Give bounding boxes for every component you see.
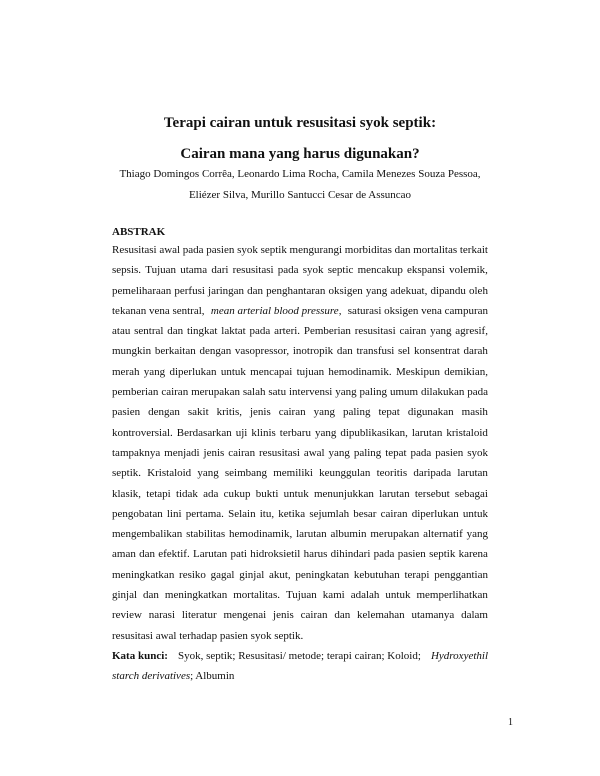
word: paling <box>353 446 382 459</box>
keywords-italic-cont: starch derivatives <box>112 670 191 683</box>
word: klinis <box>251 426 276 439</box>
abstract-line <box>112 544 488 564</box>
word: Pemberian <box>303 325 351 338</box>
abstract-line <box>112 382 488 402</box>
word: yang <box>143 365 166 378</box>
word: jaringan <box>208 284 245 297</box>
word: awal <box>303 446 325 459</box>
authors-line-1: Thiago Domingos Corrêa, Leonardo Lima Rocha, Camila Menezes Souza Pessoa, <box>119 168 481 180</box>
word: cairan <box>380 507 408 520</box>
word: sejumlah <box>309 507 350 520</box>
word: dihindari <box>330 548 371 561</box>
word: harus <box>303 548 328 561</box>
word: Tujuan <box>145 264 177 277</box>
word: merupakan <box>191 386 240 399</box>
word: sepsis. <box>112 264 142 277</box>
word: awal <box>159 244 181 256</box>
word: pemberian <box>112 386 159 399</box>
word: arteri. <box>274 325 301 338</box>
page-number: 1 <box>508 717 513 728</box>
word: lini <box>166 507 182 520</box>
word: resusitasi <box>232 264 274 277</box>
word: kritis, <box>216 406 242 419</box>
abstract-line <box>112 240 488 260</box>
word: meningkatkan <box>112 568 175 581</box>
abstract-line <box>112 281 488 301</box>
word: terkait <box>459 244 488 256</box>
word: pertama. <box>185 507 224 520</box>
word: dipublikasikan, <box>340 426 408 439</box>
word: yang <box>430 325 452 338</box>
word: syok <box>467 446 488 459</box>
word: larutan <box>411 426 443 439</box>
abstract-line <box>112 443 488 463</box>
word: agresif, <box>455 325 488 338</box>
word: volemik, <box>449 264 488 277</box>
abstract-text-segment: tekanan vena sentral, <box>112 304 205 317</box>
word: syok <box>302 264 324 277</box>
word: larutan <box>457 467 488 480</box>
word: dilakukan <box>420 386 465 399</box>
word: paling <box>359 386 388 399</box>
word: cukup <box>223 487 251 500</box>
word: kelemahan <box>357 609 405 622</box>
word: albumin <box>330 528 367 541</box>
word: dan <box>139 548 155 561</box>
word: dan <box>394 244 411 256</box>
word: darah <box>463 345 488 358</box>
word: sakit <box>187 406 209 419</box>
word: mortalitas. <box>233 589 280 602</box>
abstract-line <box>112 402 488 422</box>
word: narasi <box>148 609 176 622</box>
word: oksigen <box>328 284 363 297</box>
word: pati <box>230 548 247 561</box>
abstract-line <box>112 260 488 280</box>
word: Berdasarkan <box>176 426 232 439</box>
word: sebagai <box>454 487 488 500</box>
word: peningkatan <box>295 568 350 581</box>
abstract-line <box>112 605 488 625</box>
word: diperlukan <box>411 507 459 520</box>
word: tingkat <box>186 325 218 338</box>
word: mengurangi <box>289 244 343 256</box>
word: pasien <box>112 406 141 419</box>
abstract-line <box>112 463 488 483</box>
word: tidak <box>175 487 198 500</box>
word: mortalitas <box>413 244 458 256</box>
word: intervensi <box>288 386 333 399</box>
word: tepat <box>385 446 407 459</box>
word: utama <box>180 264 208 277</box>
word: hemodinamik. <box>328 365 392 378</box>
word: bukti <box>255 487 279 500</box>
abstract-line <box>112 565 488 585</box>
word: Larutan <box>192 548 228 561</box>
word: ada <box>203 487 219 500</box>
word: besar <box>353 507 377 520</box>
word: masih <box>461 406 488 419</box>
word: demikian, <box>444 365 488 378</box>
word: kristaloid <box>446 426 488 439</box>
word: untuk <box>462 507 488 520</box>
word: dan <box>334 609 351 622</box>
word: ginjal <box>239 568 265 581</box>
word: pengobatan <box>112 507 163 520</box>
abstract-italic-term: mean arterial blood pressure, <box>210 304 342 317</box>
word: syok <box>237 244 258 256</box>
abstract-line <box>112 484 488 504</box>
word: Resusitasi <box>112 244 157 256</box>
abstract-heading: ABSTRAK <box>112 226 166 238</box>
word: daripada <box>413 467 452 480</box>
keywords-line <box>112 646 488 666</box>
word: cairan <box>161 386 189 399</box>
word: resusitasi <box>354 325 396 338</box>
word: itu, <box>259 507 275 520</box>
word: dan <box>167 325 184 338</box>
keywords-italic: Hydroxyethil <box>430 649 488 662</box>
word: dengan <box>148 406 180 419</box>
word: tetapi <box>146 487 171 500</box>
word: tampaknya <box>112 446 161 459</box>
word: kami <box>322 589 345 602</box>
word: yang <box>335 386 357 399</box>
abstract-line <box>112 341 488 361</box>
word: cairan <box>278 406 306 419</box>
word: untuk <box>385 589 411 602</box>
title-line-2: Cairan mana yang harus digunakan? <box>180 146 420 162</box>
abstract-line <box>112 504 488 524</box>
keywords-label: Kata kunci: <box>112 649 168 662</box>
word: sentral <box>134 325 164 338</box>
word: mengenai <box>223 609 267 622</box>
word: pada <box>410 446 432 459</box>
abstract-line <box>112 585 488 605</box>
word: Meskipun <box>395 365 440 378</box>
abstract-body <box>112 240 488 687</box>
word: dengan <box>199 345 232 358</box>
word: merah <box>112 365 140 378</box>
word: mencapai <box>250 365 293 378</box>
word: dalam <box>461 609 488 622</box>
word: teoritis <box>376 467 408 480</box>
word: adalah <box>350 589 380 602</box>
word: dan <box>336 345 353 358</box>
word: Tujuan <box>285 589 317 602</box>
word: literatur <box>181 609 217 622</box>
word: hidroksietil <box>250 548 301 561</box>
word: larutan <box>379 487 410 500</box>
word: penggantian <box>434 568 488 581</box>
abstract-line-last: resusitasi awal terhadap pasien syok septik. <box>112 629 304 642</box>
word: yang <box>365 284 388 297</box>
word: pasien <box>206 244 235 256</box>
word: pada <box>467 386 488 399</box>
word: Kristaloid <box>147 467 192 480</box>
word: untuk <box>283 487 309 500</box>
word: kontroversial. <box>112 426 173 439</box>
abstract-line <box>112 423 488 443</box>
word: ekspansi <box>407 264 445 277</box>
word: sel <box>398 345 411 358</box>
word: salah <box>242 386 266 399</box>
word: aman <box>112 548 136 561</box>
word: cairan <box>300 609 328 622</box>
word: pemeliharaan <box>112 284 172 297</box>
word: yang <box>313 406 335 419</box>
word: seimbang <box>224 467 268 480</box>
word: berkaitan <box>154 345 196 358</box>
word: ginjal <box>112 589 138 602</box>
word: memiliki <box>273 467 313 480</box>
word: perfusi <box>174 284 205 297</box>
abstract-line <box>112 321 488 341</box>
word: tujuan <box>296 365 325 378</box>
word: pada <box>373 548 395 561</box>
word: morbiditas <box>344 244 392 256</box>
word: terapi <box>404 568 430 581</box>
word: laktat <box>221 325 246 338</box>
word: mencakup <box>357 264 403 277</box>
word: mungkin <box>112 345 152 358</box>
word: utamanya <box>411 609 455 622</box>
word: diperlukan <box>169 365 217 378</box>
word: resiko <box>179 568 206 581</box>
word: mengembalikan <box>112 528 183 541</box>
word: meningkatkan <box>164 589 228 602</box>
word: kebutuhan <box>353 568 400 581</box>
word: karena <box>458 548 488 561</box>
word: pasien <box>397 548 426 561</box>
word: yang <box>197 467 219 480</box>
word: resusitasi <box>258 446 300 459</box>
abstract-line <box>112 524 488 544</box>
word: menunjukkan <box>313 487 374 500</box>
word: cairan <box>399 325 427 338</box>
word: tersebut <box>414 487 450 500</box>
word: untuk <box>220 365 246 378</box>
word: paling <box>342 406 371 419</box>
word: jenis <box>203 446 225 459</box>
word: yang <box>328 446 350 459</box>
word: septik <box>429 548 456 561</box>
word: septik <box>260 244 287 256</box>
word: pada <box>182 244 204 256</box>
word: inotropik <box>292 345 334 358</box>
word: septik. <box>112 467 142 480</box>
word: oleh <box>469 284 488 297</box>
word: cairan <box>228 446 256 459</box>
word: efektif. <box>158 548 190 561</box>
word: penghantaran <box>266 284 326 297</box>
word: pada <box>277 264 299 277</box>
abstract-line-mixed <box>112 301 488 321</box>
word: konsentrat <box>413 345 460 358</box>
word: transfusi <box>356 345 395 358</box>
word: dari <box>211 264 229 277</box>
word: atau <box>112 325 131 338</box>
abstract-text-segment: saturasi oksigen vena campuran <box>347 304 488 317</box>
word: uji <box>235 426 248 439</box>
abstract-line <box>112 362 488 382</box>
word: umum <box>389 386 419 399</box>
word: ketika <box>278 507 306 520</box>
word: digunakan <box>407 406 454 419</box>
word: memperlihatkan <box>416 589 488 602</box>
word: septic <box>327 264 354 277</box>
word: review <box>112 609 142 622</box>
word: adekuat, <box>390 284 428 297</box>
word: akut, <box>268 568 291 581</box>
word: dipandu <box>430 284 466 297</box>
word: yang <box>314 426 337 439</box>
word: gagal <box>210 568 235 581</box>
word: hemodinamik, <box>229 528 293 541</box>
word: merupakan <box>370 528 420 541</box>
word: dan <box>143 589 159 602</box>
word: klasik, <box>112 487 142 500</box>
authors-line-2: Eliézer Silva, Murillo Santucci Cesar de Assuncao <box>188 189 412 201</box>
word: stabilitas <box>186 528 226 541</box>
word: satu <box>268 386 287 399</box>
keywords-line-2 <box>112 666 488 686</box>
title-line-1: Terapi cairan untuk resusitasi syok septik: <box>163 115 437 131</box>
word: Selain <box>228 507 256 520</box>
word: alternatif <box>423 528 463 541</box>
keywords-tail: ; Albumin <box>190 670 235 683</box>
word: terbaru <box>279 426 311 439</box>
keywords-text: Syok, septik; Resusitasi/ metode; terapi cairan; Koloid; <box>178 649 421 662</box>
word: vasopressor, <box>234 345 290 358</box>
word: dan <box>247 284 264 297</box>
word: jenis <box>273 609 294 622</box>
word: tepat <box>378 406 400 419</box>
word: keunggulan <box>319 467 371 480</box>
word: pasien <box>435 446 464 459</box>
word: pada <box>249 325 271 338</box>
word: yang <box>466 528 488 541</box>
word: larutan <box>296 528 327 541</box>
word: jenis <box>249 406 271 419</box>
word: menjadi <box>164 446 200 459</box>
